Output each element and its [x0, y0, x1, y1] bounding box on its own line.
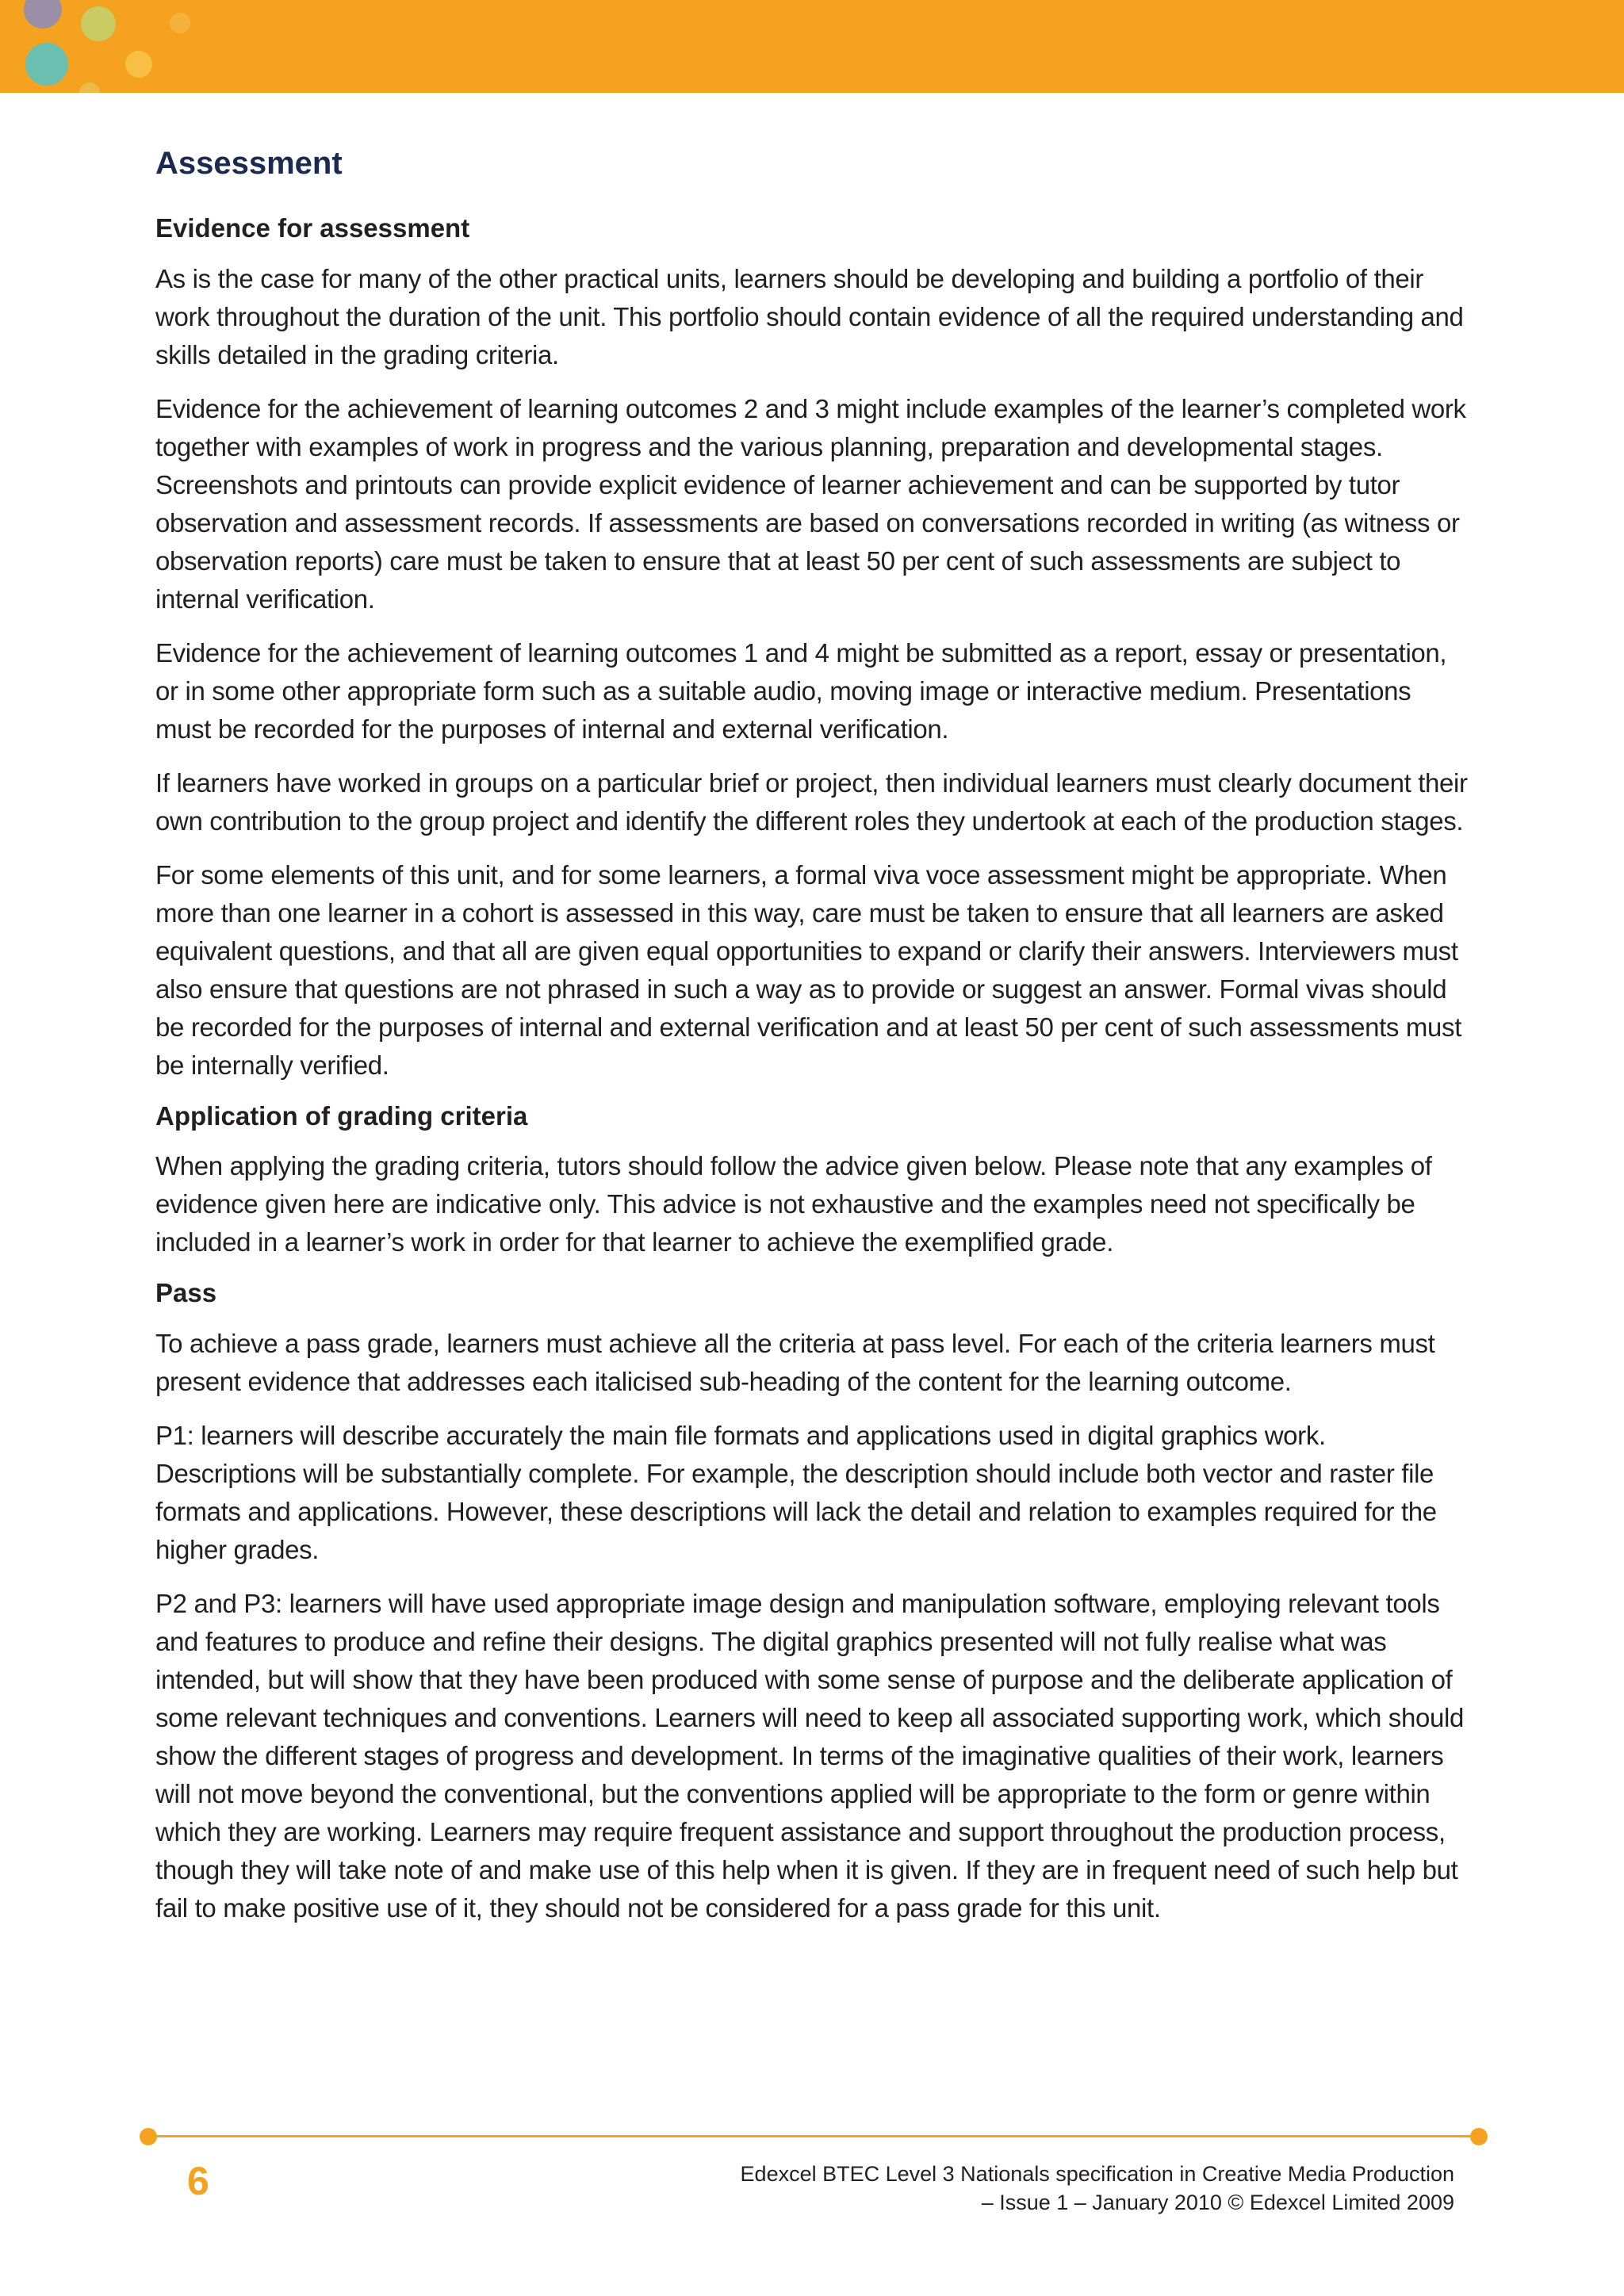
section-heading: Pass	[155, 1278, 217, 1308]
paragraph: P1: learners will describe accurately the main file formats and applications used in digital graphics work. Descriptions will be substantially complete. For example, the description should include both vector and raster file formats and applications. However, these descriptions will lack the detail and relation to examples required for the higher grades.	[155, 1420, 1437, 1564]
footer-dot-right	[1470, 2128, 1488, 2145]
page-title: Assessment	[155, 146, 343, 181]
footer-dot-left	[140, 2128, 157, 2145]
footer-citation	[741, 2160, 1454, 2217]
section-heading: Application of grading criteria	[155, 1100, 528, 1131]
section-heading: Evidence for assessment	[155, 213, 470, 243]
paragraph: Evidence for the achievement of learning outcomes 1 and 4 might be submitted as a report, essay or presentation, or in some other appropriate form such as a suitable audio, moving image or interactive medium. Presentations must be recorded for the purposes of internal and external verification.	[155, 637, 1447, 744]
paragraph: Evidence for the achievement of learning outcomes 2 and 3 might include examples of the learner’s completed work together with examples of work in progress and the various planning, preparation and developmental stages. Screenshots and printouts can provide explicit evidence of learner achievement and can be supported by tutor observation and assessment records. If assessments are based on conversations recorded in writing (as witness or observation reports) care must be taken to ensure that at least 50 per cent of such assessments are subject to internal verification.	[155, 393, 1466, 614]
paragraph: To achieve a pass grade, learners must achieve all the criteria at pass level. For each of the criteria learners must present evidence that addresses each italicised sub-heading of the content for the learning outcome.	[155, 1328, 1435, 1396]
paragraph: When applying the grading criteria, tutors should follow the advice given below. Please note that any examples of evidence given here are indicative only. This advice is not exhaustive and the examples need not specifically be included in a learner’s work in order for that learner to achieve the exemplified grade.	[155, 1151, 1432, 1257]
section-evidence	[155, 212, 1472, 1085]
paragraph: P2 and P3: learners will have used appropriate image design and manipulation software, employing relevant tools and features to produce and refine their designs. The digital graphics presented will not fully realise what was intended, but will show that they have been produced with some sense of purpose and the deliberate application of some relevant techniques and conventions. Learners will need to keep all associated supporting work, which should show the different stages of progress and development. In terms of the imaginative qualities of their work, learners will not move beyond the conventional, but the conventions applied will be appropriate to the form or genre within which they are working. Learners may require frequent assistance and support throughout the production process, though they will take note of and make use of this help when it is given. If they are in frequent need of such help but fail to make positive use of it, they should not be considered for a pass grade for this unit.	[155, 1588, 1464, 1923]
paragraph: If learners have worked in groups on a particular brief or project, then individual learners must clearly document their own contribution to the group project and identify the different roles they undertook at each of the production stages.	[155, 767, 1468, 836]
section-grading-criteria	[155, 1100, 1472, 1262]
footer-divider	[147, 2135, 1480, 2137]
paragraph: For some elements of this unit, and for some learners, a formal viva voce assessment might be appropriate. When more than one learner in a cohort is assessed in this way, care must be taken to ensure that all learners are asked equivalent questions, and that all are given equal opportunities to expand or clarify their answers. Interviewers must also ensure that questions are not phrased in such a way as to provide or suggest an answer. Formal vivas should be recorded for the purposes of internal and external verification and at least 50 per cent of such assessments must be internally verified.	[155, 859, 1462, 1080]
paragraph: As is the case for many of the other practical units, learners should be developing and building a portfolio of their work throughout the duration of the unit. This portfolio should contain evidence of all the required understanding and skills detailed in the grading criteria.	[155, 263, 1464, 369]
page-number: 6	[187, 2159, 209, 2203]
footer-line: – Issue 1 – January 2010 © Edexcel Limited 2009	[981, 2191, 1454, 2214]
section-pass	[155, 1277, 1472, 1927]
main-content	[155, 144, 1472, 1943]
header-band	[0, 0, 1624, 93]
footer-line: Edexcel BTEC Level 3 Nationals specification in Creative Media Production	[740, 2162, 1454, 2186]
